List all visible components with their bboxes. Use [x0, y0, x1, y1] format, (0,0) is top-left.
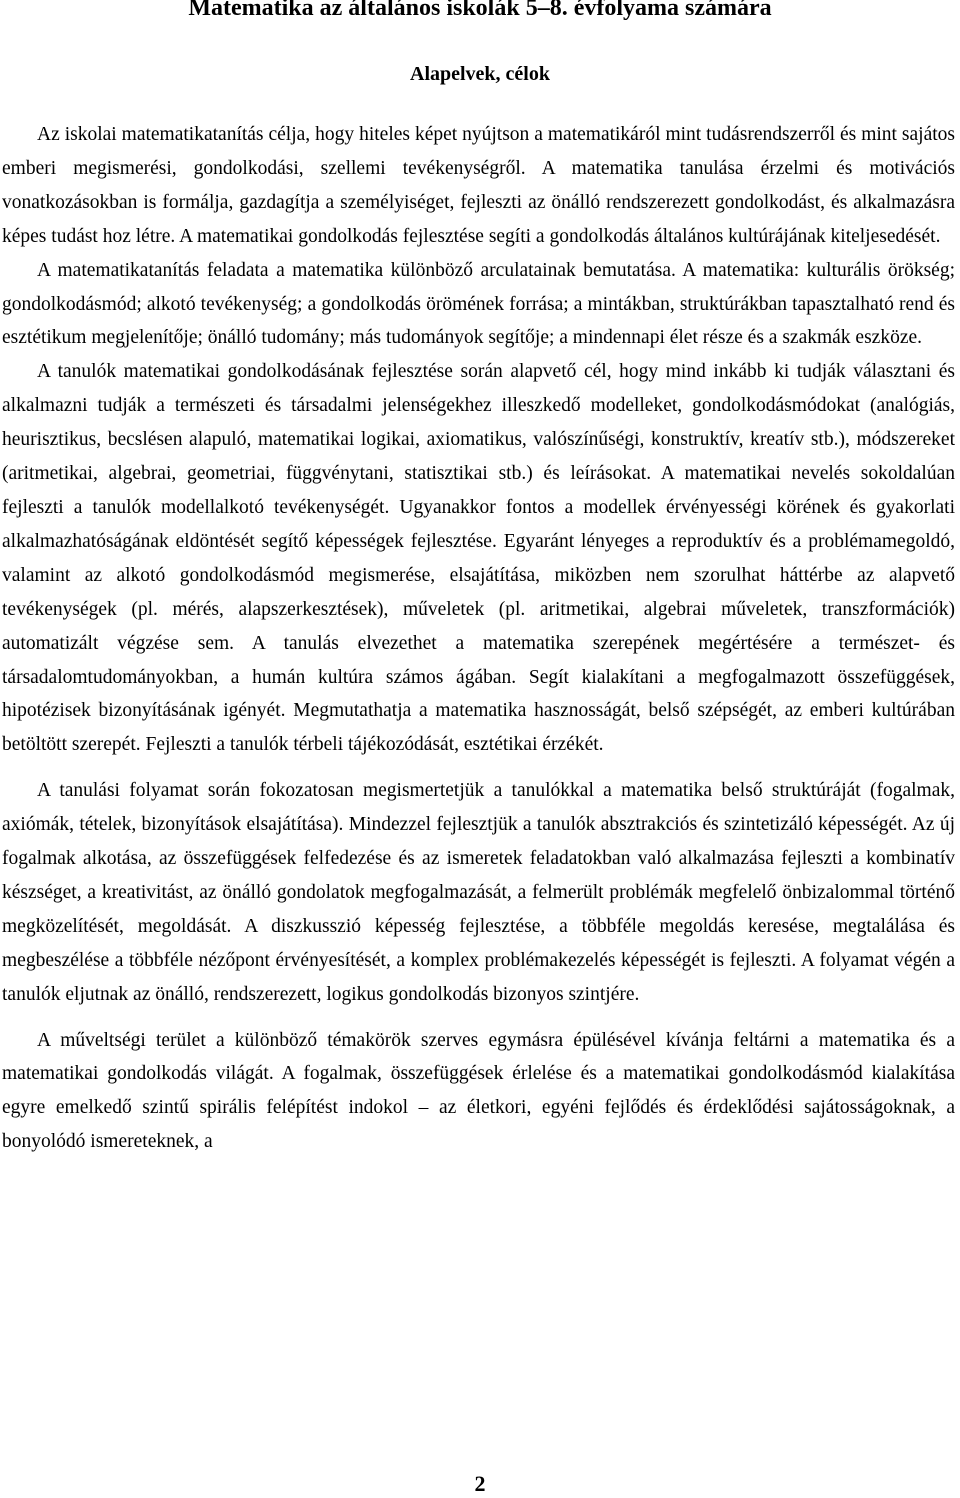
- section-heading: Alapelvek, célok: [410, 63, 550, 85]
- paragraph-subject-area: A műveltségi terület a különböző témakörök szerves egymásra épülésével kívánja feltárni a matematika és a matematikai gondolkodás világát. A fogalmak, összefüggések érlelése és a matematikai gondolkodásmód kialakítása egyre emelkedő szintű spirális felépítést indokol – az életkori, egyéni fejlődés és érdeklődési sajátosságoknak, a bonyolódó ismereteknek, a: [2, 1029, 955, 1153]
- paragraph-thinking-development: A tanulók matematikai gondolkodásának fejlesztése során alapvető cél, hogy mind inkább ki tudják választani és alkalmazni tudják a természeti és társadalmi jelenségekhez illeszkedő modelleket, gondolkodásmódokat (analógiás, heurisztikus, becslésen alapuló, matematikai logikai, axiomatikus, valószínűségi, konstruktív, kreatív stb.), módszereket (aritmetikai, algebrai, geometriai, függvénytani, statisztikai stb.) és leírásokat. A matematikai nevelés sokoldalúan fejleszti a tanulók modellalkotó tevékenységét. Ugyanakkor fontos a modellek érvényességi körének és gyakorlati alkalmazhatóságának eldöntését segítő képességek fejlesztése. Egyaránt lényeges a reproduktív és a problémamegoldó, valamint az alkotó gondolkodásmód megismerése, elsajátítása, miközben nem szorulhat háttérbe az alapvető tevékenységek (pl. mérés, alapszerkesztések), műveletek (pl. aritmetikai, algebrai műveletek, transzformációk) automatizált végzése sem. A tanulás elvezethet a matematika szerepének megértésére a természet- és társadalomtudományokban, a humán kultúra számos ágában. Segít kialakítani a megfogalmazott összefüggések, hipotézisek bizonyításának igényét. Megmutathatja a matematika hasznosságát, belső szépségét, az emberi kultúrában betöltött szerepét. Fejleszti a tanulók térbeli tájékozódását, esztétikai érzékét.: [2, 361, 955, 756]
- paragraph-learning-process: A tanulási folyamat során fokozatosan megismertetjük a tanulókkal a matematika belső struktúráját (fogalmak, axiómák, tételek, bizonyítások elsajátítása). Mindezzel fejlesztjük a tanulók absztrakciós és szintetizáló képességét. Az új fogalmak alkotása, az összefüggések felfedezése és az ismeretek feladatokban való alkalmazása fejleszti a kombinatív készséget, a kreativitást, az önálló gondolatok megfogalmazását, a felmerült problémák megfelelő önbizalommal történő megközelítését, megoldását. A diszkusszió képesség fejlesztése, a többféle megoldás keresése, megtalálása és megbeszélése a többféle nézőpont érvényesítését, a komplex problémakezelés képességét is fejleszti. A folyamat végén a tanulók eljutnak az önálló, rendszerezett, logikus gondolkodás bizonyos szintjére.: [2, 780, 955, 1005]
- paragraph-tasks: A matematikatanítás feladata a matematika különböző arculatainak bemutatása. A matematika: kulturális örökség; gondolkodásmód; alkotó tevékenység; a gondolkodás örömének forrása; a mintákban, struktúrákban tapasztalható rend és esztétikum megjelenítője; önálló tudomány; más tudományok segítője; a mindennapi élet része és a szakmák eszköze.: [2, 259, 955, 349]
- page-number: 2: [474, 1471, 486, 1496]
- document-title: Matematika az általános iskolák 5–8. évfolyama számára: [188, 0, 772, 21]
- paragraph-goals: Az iskolai matematikatanítás célja, hogy hiteles képet nyújtson a matematikáról mint tudásrendszerről és mint sajátos emberi megismerési, gondolkodási, szellemi tevékenységről. A matematika tanulása érzelmi és motivációs vonatkozásokban is formálja, gazdagítja a személyiséget, fejleszti az önálló rendszerezett gondolkodást, és alkalmazásra képes tudást hoz létre. A matematikai gondolkodás fejlesztése segíti a gondolkodás általános kultúrájának kiteljesedését.: [2, 124, 955, 247]
- body-text: [2, 118, 955, 1159]
